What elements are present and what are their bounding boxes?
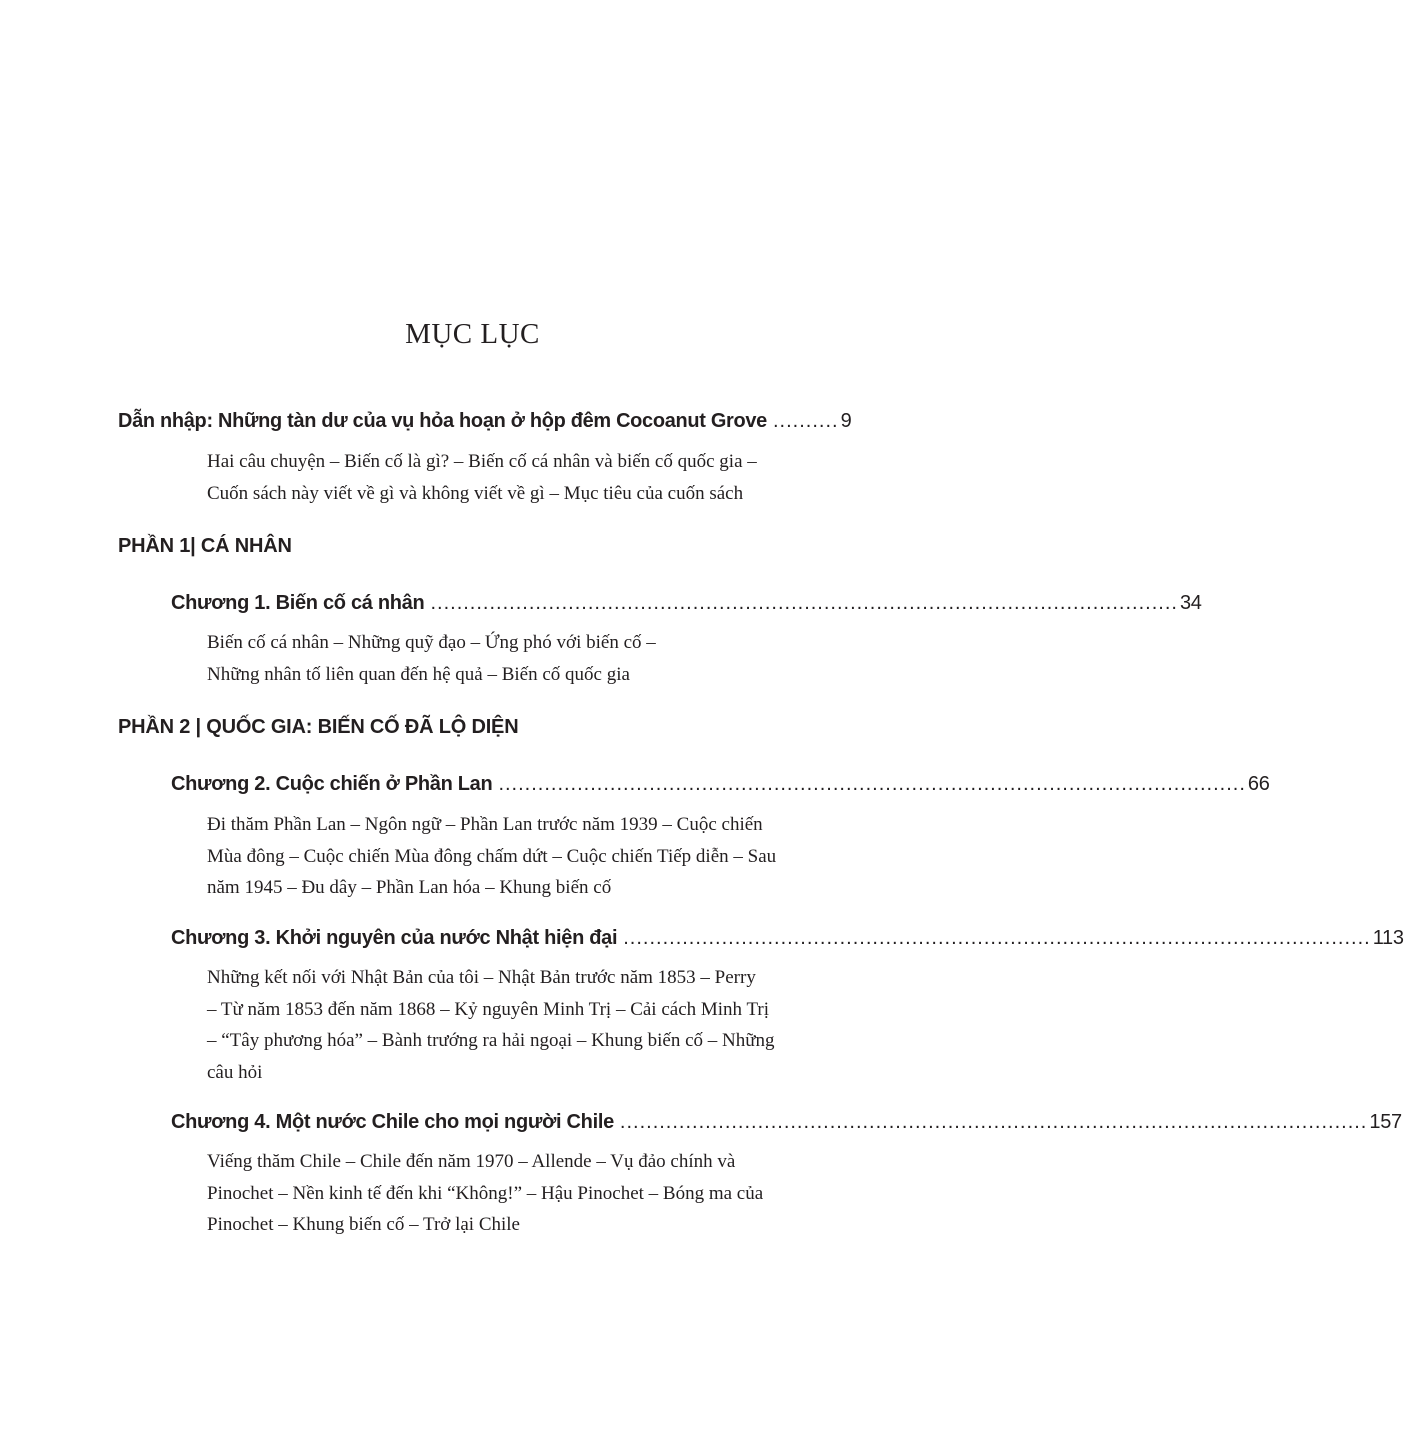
description-line: Mùa đông – Cuộc chiến Mùa đông chấm dứt – Cuộc chiến Tiếp diễn – Sau	[207, 845, 777, 867]
description-line: câu hỏi	[207, 1061, 263, 1083]
toc-entry-title: Chương 3. Khởi nguyên của nước Nhật hiện đại	[171, 927, 618, 949]
description-line: Biến cố cá nhân – Những quỹ đạo – Ứng phó với biến cố –	[207, 632, 656, 653]
toc-entry-title: Chương 2. Cuộc chiến ở Phần Lan	[171, 773, 493, 795]
description-line: – “Tây phương hóa” – Bành trướng ra hải ngoại – Khung biến cố – Những	[207, 1030, 775, 1051]
toc-entry-chapter-3[interactable]	[171, 927, 1404, 950]
toc-entry-description	[207, 1146, 832, 1241]
toc-entry-title: Chương 4. Một nước Chile cho mọi người Chile	[171, 1111, 614, 1133]
part-heading: PHẦN 2 | QUỐC GIA: BIẾN CỐ ĐÃ LỘ DIỆN	[118, 716, 519, 738]
dot-leader: ..................................................................................................................	[619, 1111, 1368, 1133]
dot-leader: ..................................................................................................................	[430, 592, 1178, 614]
page-title: MỤC LỤC	[405, 318, 540, 350]
page-number: 66	[1247, 773, 1270, 795]
dot-leader: ..................................................................................................................	[623, 927, 1371, 949]
description-line: Hai câu chuyện – Biến cố là gì? – Biến cố cá nhân và biến cố quốc gia –	[207, 451, 757, 472]
toc-entry-description	[207, 446, 832, 509]
toc-entry-description	[207, 962, 832, 1088]
toc-entry-chapter-4[interactable]	[171, 1111, 1402, 1134]
description-line: Những nhân tố liên quan đến hệ quả – Biến cố quốc gia	[207, 663, 630, 685]
toc-entry-description	[207, 627, 832, 690]
description-line: Đi thăm Phần Lan – Ngôn ngữ – Phần Lan trước năm 1939 – Cuộc chiến	[207, 814, 763, 835]
toc-entry-title: Dẫn nhập: Những tàn dư của vụ hỏa hoạn ở hộp đêm Cocoanut Grove	[118, 410, 767, 432]
toc-entry-intro[interactable]	[118, 410, 852, 433]
description-line: năm 1945 – Đu dây – Phần Lan hóa – Khung biến cố	[207, 877, 612, 898]
description-line: Pinochet – Nền kinh tế đến khi “Không!” – Hậu Pinochet – Bóng ma của	[207, 1182, 764, 1204]
part-heading: PHẦN 1| CÁ NHÂN	[118, 535, 292, 557]
description-line: Cuốn sách này viết về gì và không viết về gì – Mục tiêu của cuốn sách	[207, 482, 744, 504]
dot-leader: ..........	[773, 410, 839, 432]
description-line: Pinochet – Khung biến cố – Trở lại Chile	[207, 1214, 520, 1235]
description-line: Những kết nối với Nhật Bản của tôi – Nhật Bản trước năm 1853 – Perry	[207, 967, 756, 988]
toc-entry-chapter-1[interactable]	[171, 592, 1202, 615]
dot-leader: ..................................................................................................................	[498, 773, 1246, 795]
page-number: 113	[1372, 927, 1404, 949]
description-line: – Từ năm 1853 đến năm 1868 – Kỷ nguyên Minh Trị – Cải cách Minh Trị	[207, 998, 770, 1020]
page-number: 34	[1179, 592, 1202, 614]
description-line: Viếng thăm Chile – Chile đến năm 1970 – Allende – Vụ đảo chính và	[207, 1151, 736, 1172]
page-number: 157	[1369, 1111, 1402, 1133]
toc-entry-chapter-2[interactable]	[171, 773, 1270, 796]
page-number: 9	[840, 410, 852, 432]
toc-entry-description	[207, 809, 832, 904]
toc-entry-title: Chương 1. Biến cố cá nhân	[171, 592, 425, 614]
